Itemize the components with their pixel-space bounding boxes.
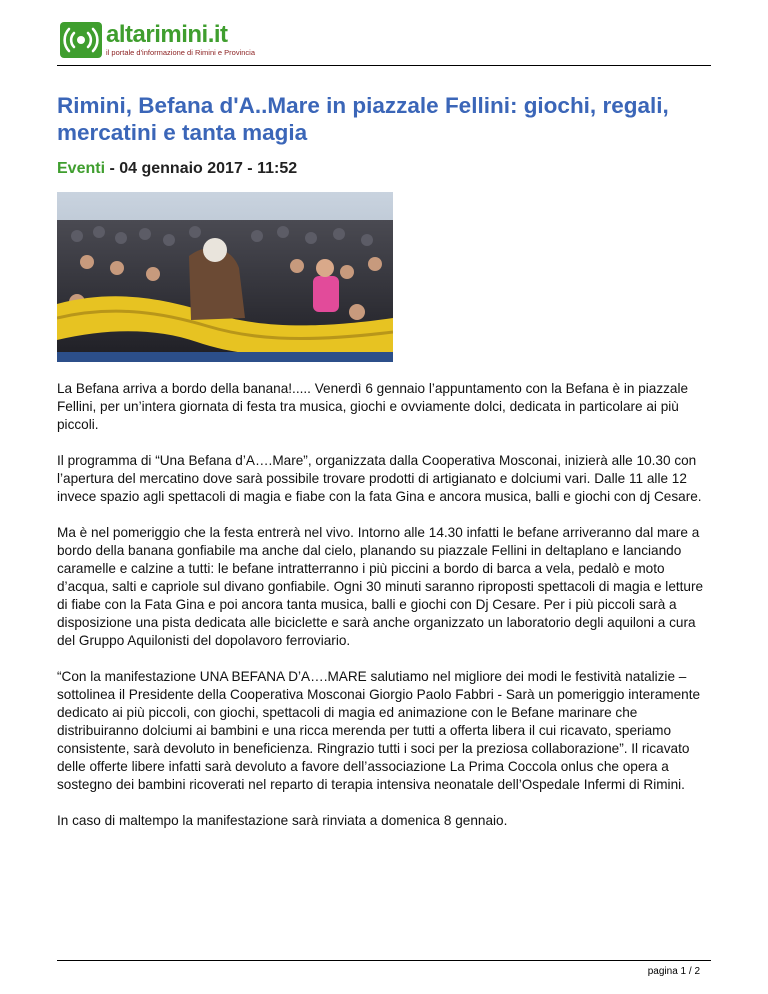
- article-date: - 04 gennaio 2017 - 11:52: [105, 160, 298, 177]
- broadcast-signal-icon[interactable]: [58, 20, 102, 60]
- article-category[interactable]: Eventi: [57, 160, 106, 177]
- paragraph: In caso di maltempo la manifestazione sarà rinviata a domenica 8 gennaio.: [57, 813, 508, 828]
- article-body: [57, 380, 717, 848]
- article-meta: [57, 160, 297, 178]
- header-divider: [57, 65, 711, 66]
- article-title: Rimini, Befana d'A..Mare in piazzale Fellini: giochi, regali, mercatini e tanta magia: [57, 93, 669, 145]
- paragraph: Ma è nel pomeriggio che la festa entrerà nel vivo. Intorno alle 14.30 infatti le befane arriveranno dal mare a bordo della banana gonfiabile ma anche dal cielo, planando su piazzale Fellini in deltaplano e lanciando caramelle e calzine a tutti: le befane intratterranno i più piccini a bordo di barca a vela, pedalò e moto d’acqua, salti e capriole sul divano gonfiabile. Ogni 30 minuti saranno riproposti spettacoli di magia e letture di fiabe con la Fata Gina e poi ancora tanta musica, balli e giochi con Dj Cesare. Per i più piccoli sarà a disposizione una pista dedicata alle biciclette e sarà anche organizzato un laboratorio degli aquiloni a cura del Gruppo Aquilonisti del dopolavoro ferroviario.: [57, 525, 704, 648]
- page-number: pagina 1 / 2: [647, 966, 700, 977]
- footer-divider: [57, 960, 711, 961]
- paragraph: “Con la manifestazione UNA BEFANA D’A….MARE salutiamo nel migliore dei modi le festività natalizie – sottolinea il Presidente della Cooperativa Mosconai Giorgio Paolo Fabbri - Sarà un pomeriggio interamente dedicato ai più piccoli, con giochi, spettacoli di magia ed animazione con le Befane marinare che distribuiranno dolciumi ai bambini e una ricca merenda per tutti a offerta libera il cui ricavato, speriamo consistente, sarà devoluto in beneficienza. Ringrazio tutti i soci per la preziosa collaborazione”. Il ricavato delle offerte libere infatti sarà devoluto a favore dell’associazione La Prima Coccola onlus che opera a sostegno dei bambini ricoverati nel reparto di terapia intensiva neonatale dell’Ospedale Infermi di Rimini.: [57, 669, 701, 792]
- site-header: [58, 18, 255, 62]
- paragraph: Il programma di “Una Befana d’A….Mare”, organizzata dalla Cooperativa Mosconai, inizierà alle 10.30 con l’apertura del mercatino dove sarà possibile trovare prodotti di artigianato e dolciumi vari. Dalle 11 alle 12 invece spazio agli spettacoli di magia e fiabe con la fata Gina e ancora musica, balli e giochi con dj Cesare.: [57, 453, 702, 504]
- brand-block: [106, 23, 255, 57]
- site-name[interactable]: altarimini.it: [106, 21, 228, 48]
- site-tagline: il portale d'informazione di Rimini e Provincia: [106, 48, 255, 57]
- paragraph: La Befana arriva a bordo della banana!..... Venerdì 6 gennaio l’appuntamento con la Befana è in piazzale Fellini, per un’intera giornata di festa tra musica, giochi e ovviamente dolci, dedicata in particolare ai più piccoli.: [57, 381, 689, 432]
- article-photo: [57, 192, 393, 362]
